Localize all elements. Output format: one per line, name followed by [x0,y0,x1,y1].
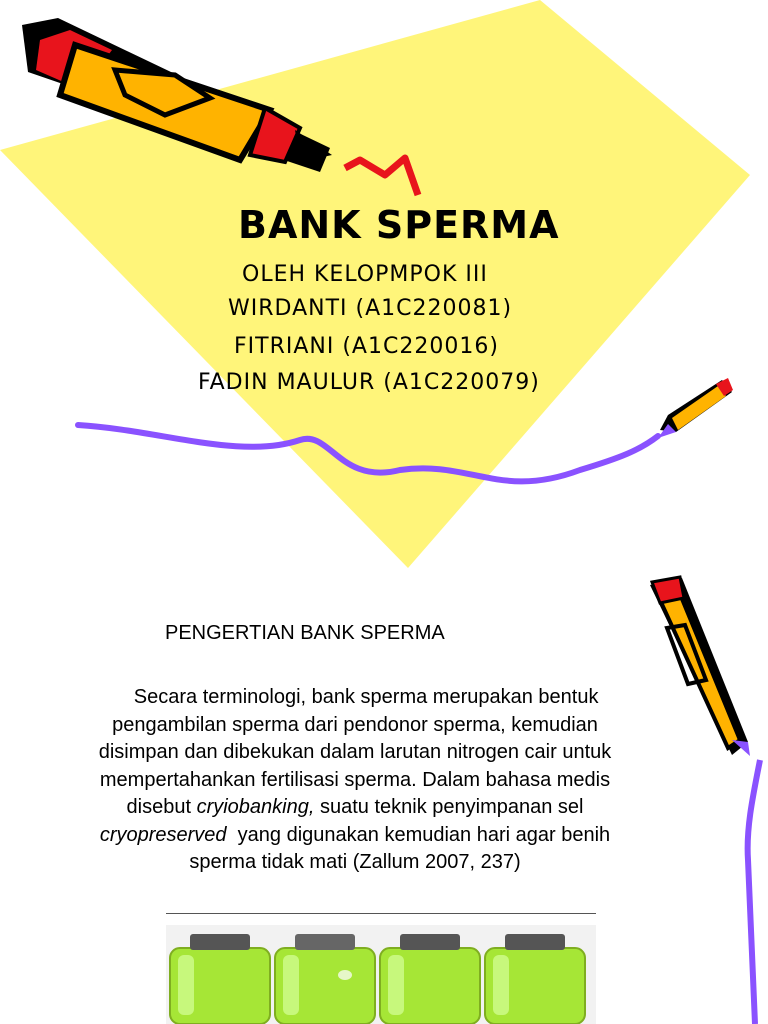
paragraph-text: suatu teknik penyimpanan sel [319,796,584,818]
author-line: WIRDANTI (A1C220081) [228,296,513,321]
pencil-vertical-icon [650,577,750,756]
author-line: OLEH KELOPMPOK III [242,262,488,287]
divider-line [166,913,596,914]
author-line: FADIN MAULUR (A1C220079) [198,370,540,395]
paragraph-text: Secara terminologi, bank sperma merupakan bentuk pengambilan sperma dari pendonor sperma, kemudian disimpan dan dibekukan dalam larutan nitrogen cair untuk mempertahankan fertilisasi sperma. Dalam bahasa medis disebut [98,686,612,818]
slide-title: BANK SPERMA [238,203,560,247]
italic-term: cryiobanking, [196,796,315,818]
italic-term: cryopreserved [99,823,227,846]
author-line: FITRIANI (A1C220016) [234,334,499,359]
specimen-jars-photo [166,925,596,1024]
definition-paragraph [70,684,640,877]
paragraph-text: yang digunakan kemudian hari agar benih sperma tidak mati (Zallum 2007, 237) [189,823,611,873]
section-heading: PENGERTIAN BANK SPERMA [165,622,445,644]
scribble-line-vertical [748,760,760,1024]
